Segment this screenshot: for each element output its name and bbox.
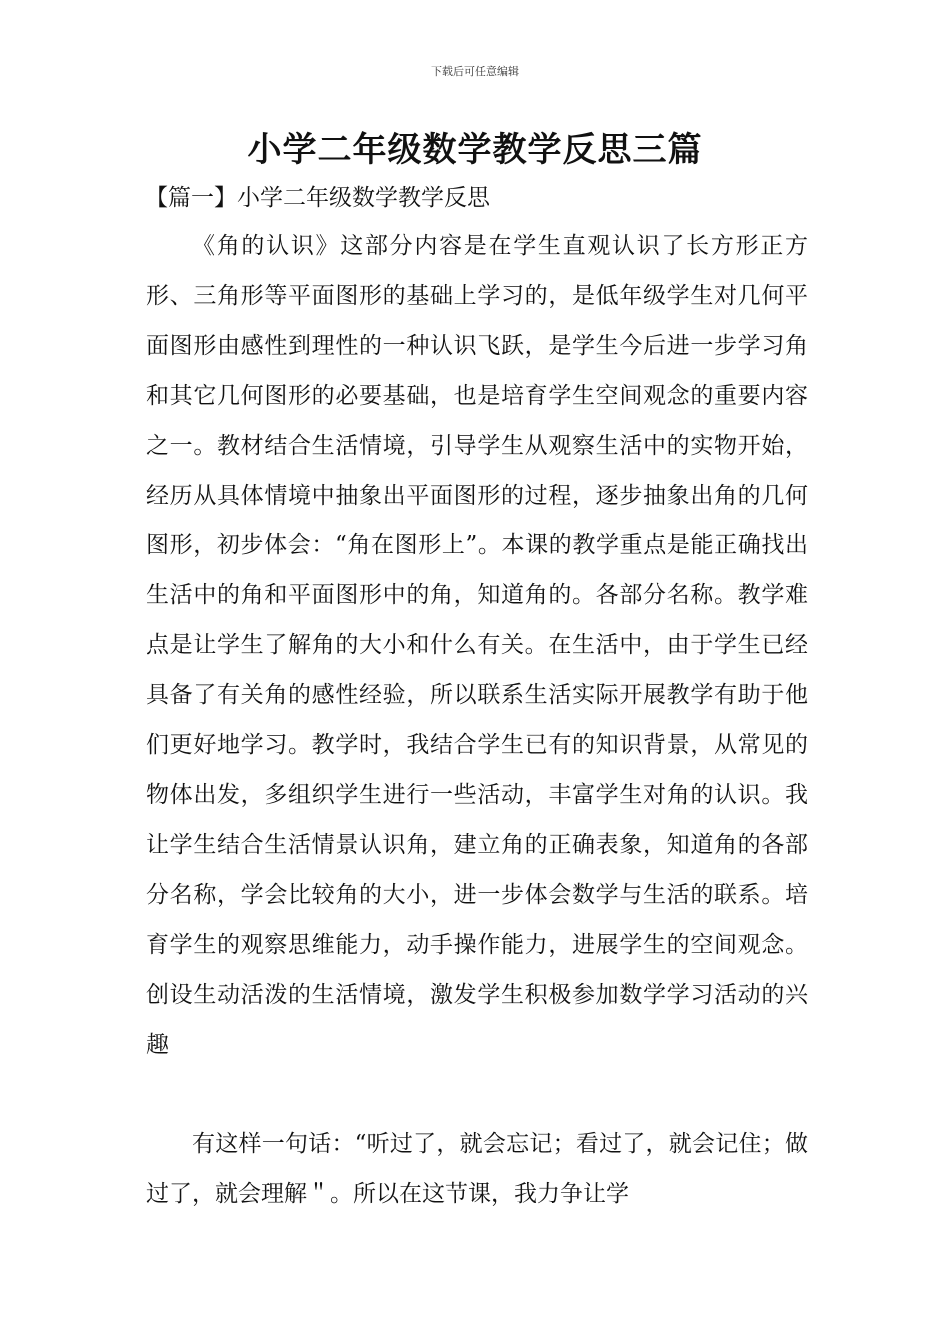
page-header-note: 下载后可任意编辑 xyxy=(431,65,519,78)
section-heading: 【篇一】小学二年级数学教学反思 xyxy=(145,185,490,211)
body-paragraph-2: 有这样一句话：“听过了，就会忘记；看过了，就会记住；做过了，就会理解＂。所以在这节课，我力争让学 xyxy=(146,1131,808,1207)
document-title: 小学二年级数学教学反思三篇 xyxy=(247,130,703,170)
body-paragraph-1: 《角的认识》这部分内容是在学生直观认识了长方形正方形、三角形等平面图形的基础上学习的，是低年级学生对几何平面图形由感性到理性的一种认识飞跃，是学生今后进一步学习角和其它几何图形的必要基础，也是培育学生空间观念的重要内容之一。教材结合生活情境，引导学生从观察生活中的实物开始，经历从具体情境中抽象出平面图形的过程，逐步抽象出角的几何图形，初步体会：“角在图形上”。本课的教学重点是能正确找出生活中的角和平面图形中的角，知道角的。各部分名称。教学难点是让学生了解角的大小和什么有关。在生活中，由于学生已经具备了有关角的感性经验，所以联系生活实际开展教学有助于他们更好地学习。教学时，我结合学生已有的知识背景，从常见的物体出发，多组织学生进行一些活动，丰富学生对角的认识。我让学生结合生活情景认识角，建立角的正确表象，知道角的各部分名称，学会比较角的大小，进一步体会数学与生活的联系。培育学生的观察思维能力，动手操作能力，进展学生的空间观念。创设生动活泼的生活情境，激发学生积极参加数学学习活动的兴趣 xyxy=(146,233,808,1058)
